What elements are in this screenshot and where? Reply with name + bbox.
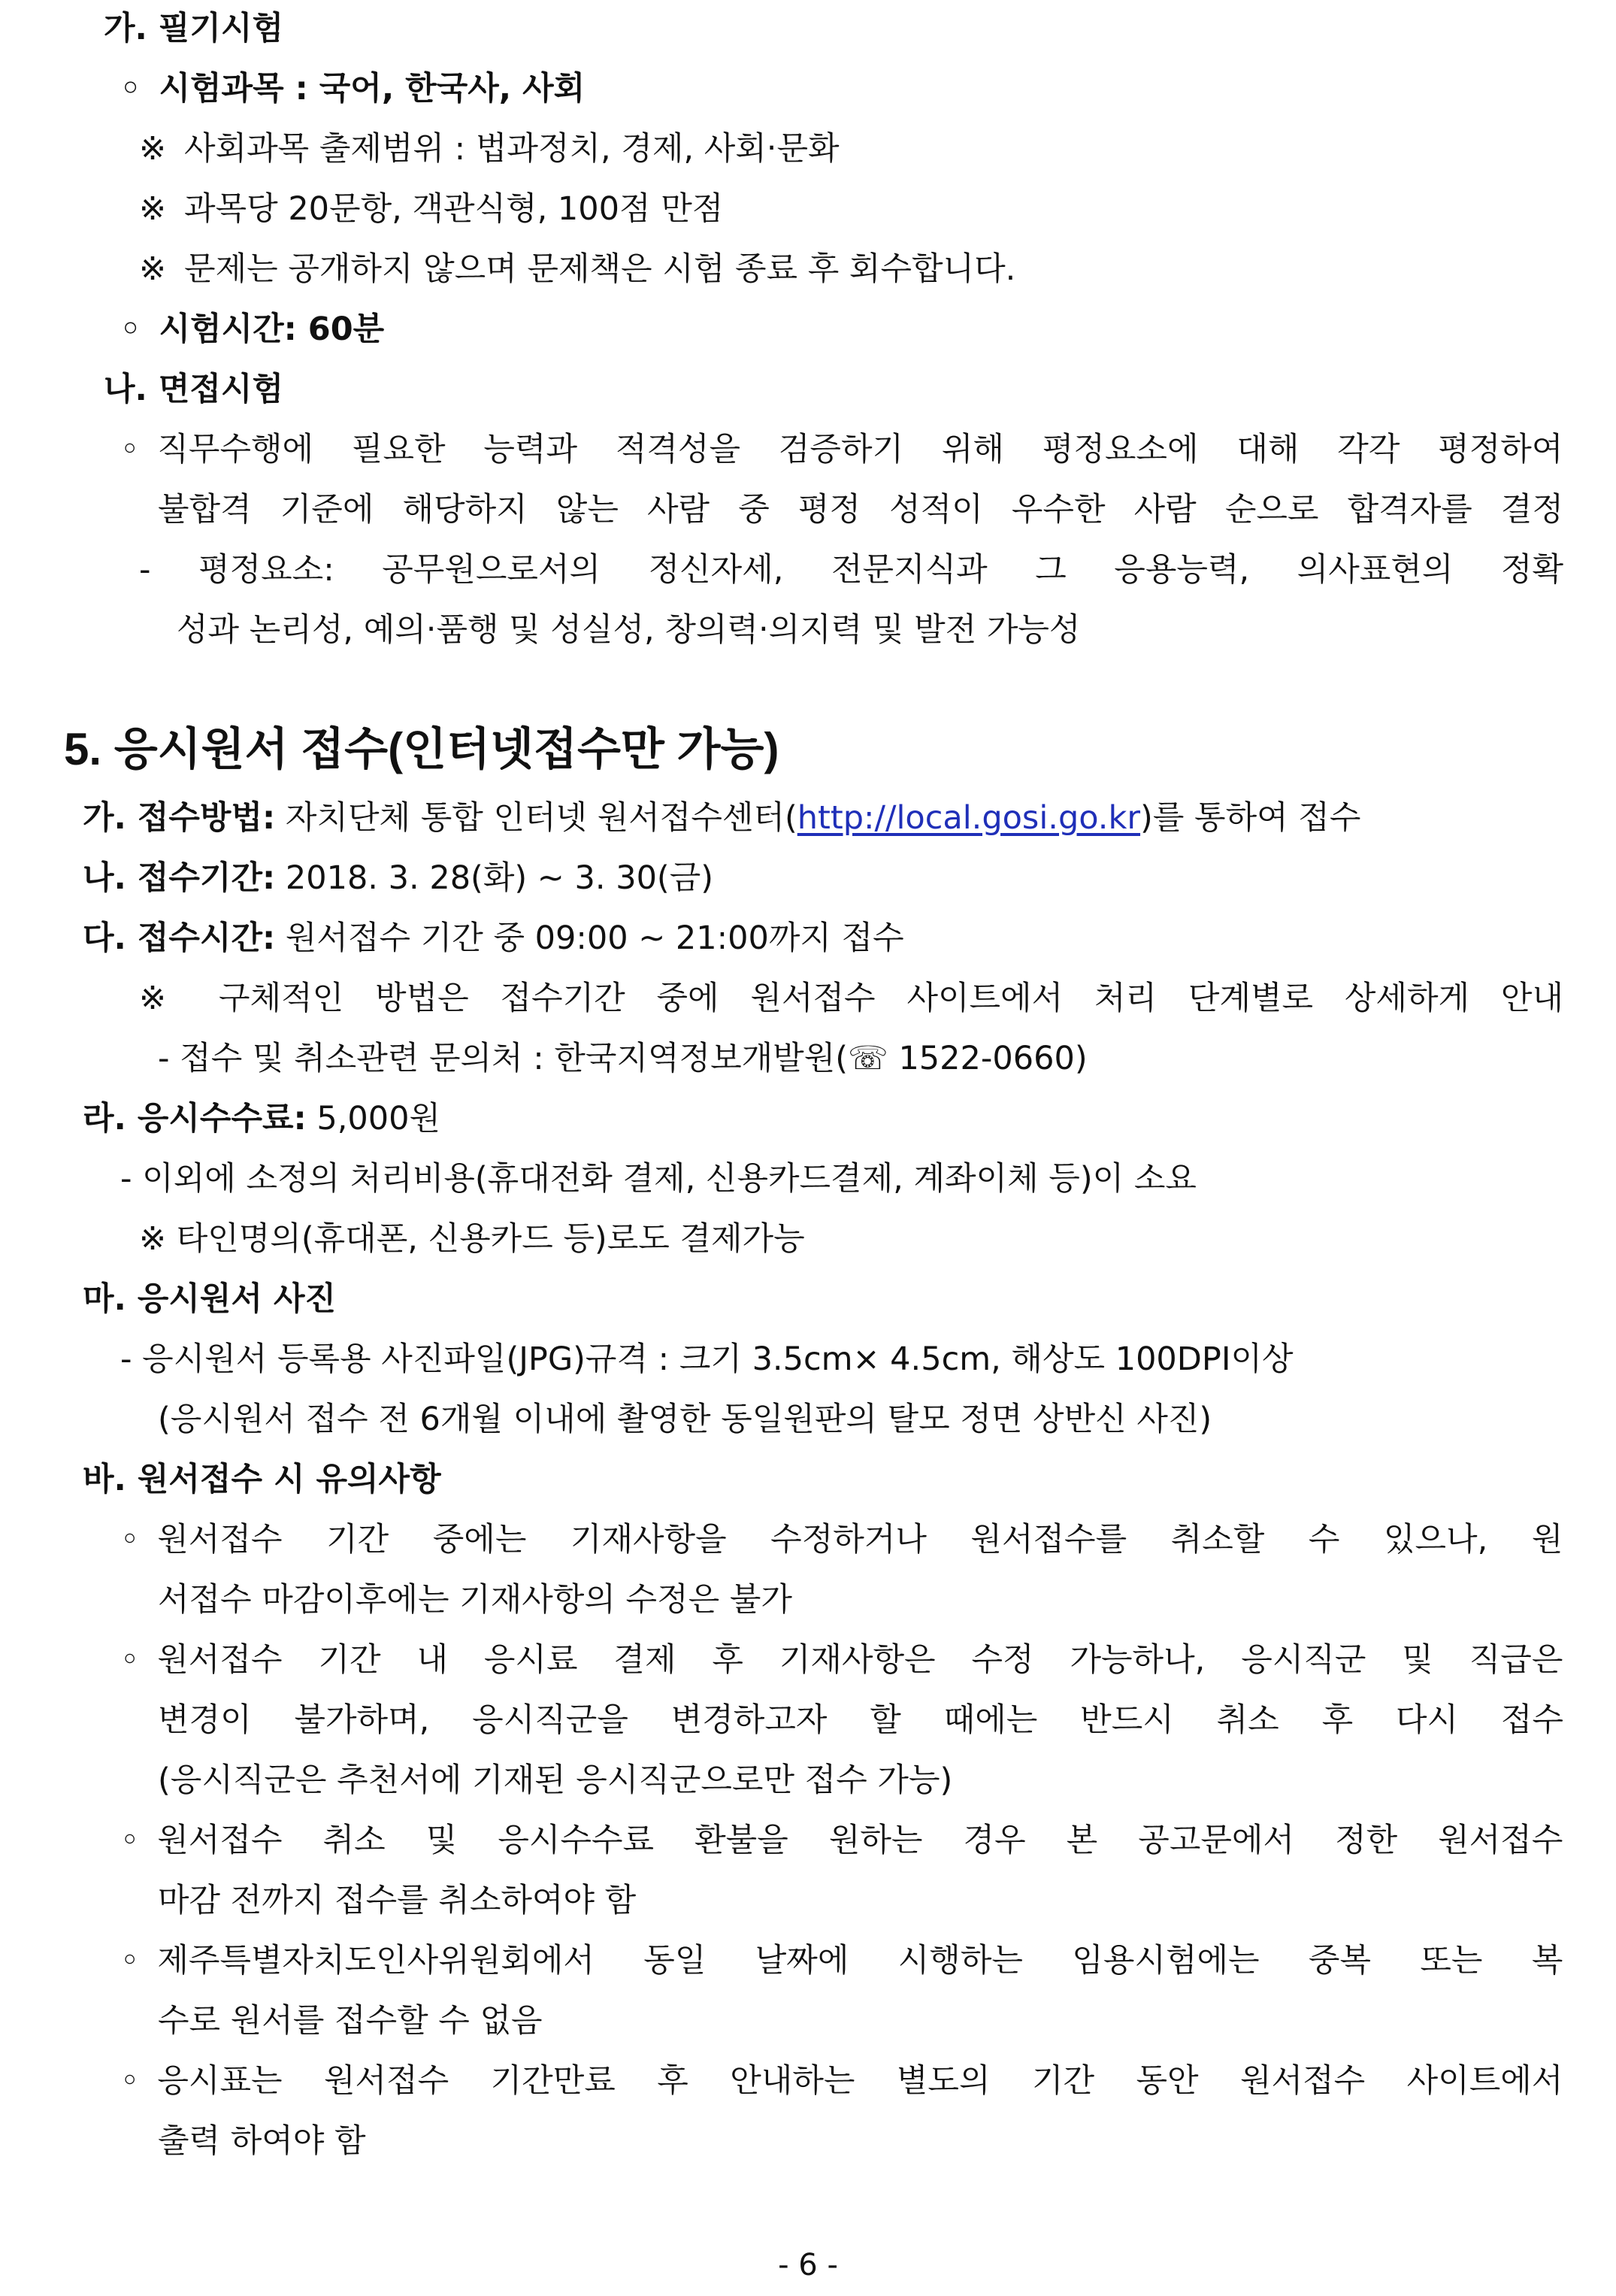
page-number: - 6 - xyxy=(778,2248,838,2282)
caution-item: ◦ 제주특별자치도인사위원회에서 동일 날짜에 시행하는 임용시험에는 중복 또는 복 xyxy=(120,1942,1563,1979)
interview-elements: - 평정요소: 공무원으로서의 정신자세, 전문지식과 그 응용능력, 의사표현의 정확 xyxy=(139,551,1563,589)
application-fee: 라. 응시수수료: 5,000원 xyxy=(83,1100,441,1137)
interview-heading: 나. 면접시험 xyxy=(104,371,283,408)
caution-item: ◦ 응시표는 원서접수 기간만료 후 안내하는 별도의 기간 동안 원서접수 사이트에서 xyxy=(120,2062,1563,2100)
written-exam-heading: 가. 필기시험 xyxy=(104,10,283,47)
written-note-scope: ※ 사회과목 출제범위 : 법과정치, 경제, 사회‧문화 xyxy=(139,130,840,168)
written-note-format: ※ 과목당 20문항, 객관식형, 100점 만점 xyxy=(139,190,724,228)
written-subjects: ◦ 시험과목 : 국어, 한국사, 사회 xyxy=(120,70,586,108)
caution-item-cont: 수로 원서를 접수할 수 없음 xyxy=(158,2002,543,2040)
caution-item-cont: 서접수 마감이후에는 기재사항의 수정은 불가 xyxy=(158,1581,792,1619)
interview-elements-cont: 성과 논리성, 예의‧품행 및 성실성, 창의력‧의지력 및 발전 가능성 xyxy=(177,611,1081,649)
contact-info: - 접수 및 취소관련 문의처 : 한국지역정보개발원(☏ 1522-0660) xyxy=(158,1040,1088,1077)
caution-item: ◦ 원서접수 기간 중에는 기재사항을 수정하거나 원서접수를 취소할 수 있으나, 원 xyxy=(120,1521,1563,1558)
caution-heading: 바. 원서접수 시 유의사항 xyxy=(83,1461,441,1498)
written-time: ◦ 시험시간: 60분 xyxy=(120,310,385,348)
fee-note-extra-cost: - 이외에 소정의 처리비용(휴대전화 결제, 신용카드결제, 계좌이체 등)이 소요 xyxy=(120,1160,1197,1198)
caution-item-cont: 출력 하여야 함 xyxy=(158,2122,366,2160)
photo-spec: - 응시원서 등록용 사진파일(JPG)규격 : 크기 3.5cm× 4.5cm, 해상도 100DPI이상 xyxy=(120,1340,1294,1378)
photo-heading: 마. 응시원서 사진 xyxy=(83,1280,337,1318)
section-5-title: 5. 응시원서 접수(인터넷접수만 가능) xyxy=(64,724,779,774)
application-period: 나. 접수기간: 2018. 3. 28(화) ~ 3. 30(금) xyxy=(83,859,714,897)
caution-item-cont: 마감 전까지 접수를 취소하여야 함 xyxy=(158,1882,637,1919)
interview-description-cont: 불합격 기준에 해당하지 않는 사람 중 평정 성적이 우수한 사람 순으로 합격자를 결정 xyxy=(158,491,1563,529)
application-hours: 다. 접수시간: 원서접수 기간 중 09:00 ~ 21:00까지 접수 xyxy=(83,919,904,957)
gosi-link[interactable]: http://local.gosi.go.kr xyxy=(797,799,1141,837)
caution-item: ◦ 원서접수 취소 및 응시수수료 환불을 원하는 경우 본 공고문에서 정한 원서접수 xyxy=(120,1822,1563,1859)
hours-note: ※ 구체적인 방법은 접수기간 중에 원서접수 사이트에서 처리 단계별로 상세하게 안내 xyxy=(139,980,1563,1017)
interview-description: ◦ 직무수행에 필요한 능력과 적격성을 검증하기 위해 평정요소에 대해 각각 평정하여 xyxy=(120,431,1563,468)
photo-spec-cont: (응시원서 접수 전 6개월 이내에 촬영한 동일원판의 탈모 정면 상반신 사진) xyxy=(158,1401,1212,1438)
caution-item-cont: 변경이 불가하며, 응시직군을 변경하고자 할 때에는 반드시 취소 후 다시 접수 xyxy=(158,1701,1563,1739)
fee-note-third-party: ※ 타인명의(휴대폰, 신용카드 등)로도 결제가능 xyxy=(139,1220,805,1258)
caution-item: ◦ 원서접수 기간 내 응시료 결제 후 기재사항은 수정 가능하나, 응시직군 및 직급은 xyxy=(120,1641,1563,1679)
application-method: 가. 접수방법: 자치단체 통합 인터넷 원서접수센터(http://local.gosi.go.kr)를 통하여 접수 xyxy=(83,799,1361,837)
caution-item-cont: (응시직군은 추천서에 기재된 응시직군으로만 접수 가능) xyxy=(158,1761,953,1799)
written-note-booklet: ※ 문제는 공개하지 않으며 문제책은 시험 종료 후 회수합니다. xyxy=(139,250,1016,288)
